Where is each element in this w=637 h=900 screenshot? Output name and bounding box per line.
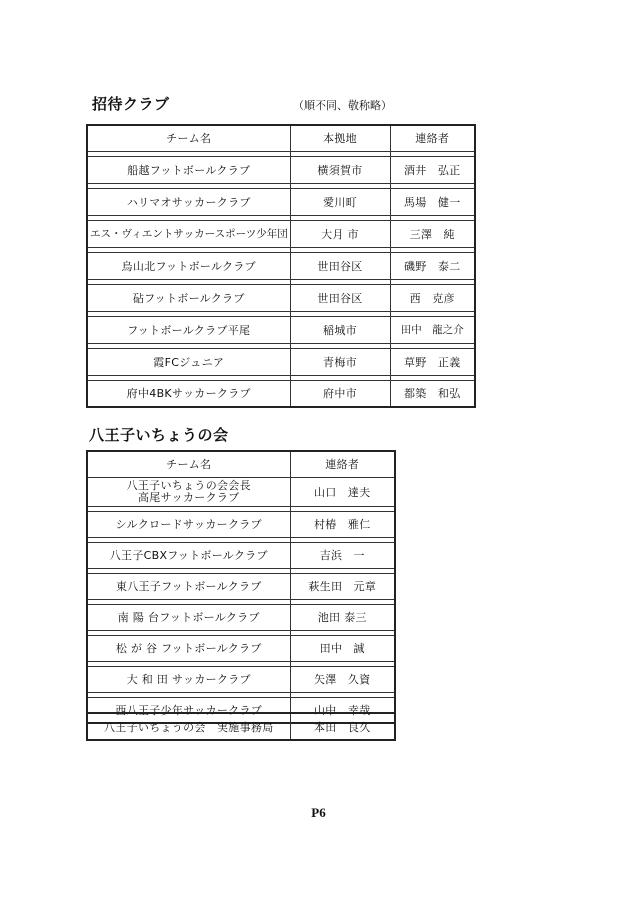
header-base: 本拠地 — [290, 125, 390, 151]
header-contact: 連絡者 — [290, 451, 395, 477]
table-row — [87, 380, 475, 407]
table-row — [87, 316, 475, 343]
team-cell: シルクロードサッカークラブ — [87, 511, 290, 537]
table-row — [87, 220, 475, 247]
contact-cell: 酒井 弘正 — [390, 156, 475, 183]
team-cell: 東八王子フットボールクラブ — [87, 573, 290, 599]
table-row — [87, 666, 395, 692]
contact-cell: 馬場 健一 — [390, 188, 475, 215]
contact-cell: 西 克彦 — [390, 284, 475, 311]
table-row — [87, 635, 395, 661]
base-cell: 愛川町 — [290, 188, 390, 215]
base-cell: 大月 市 — [290, 220, 390, 247]
contact-cell: 矢澤 久資 — [290, 666, 395, 692]
office-name-cell: 八王子いちょうの会 実施事務局 — [87, 713, 290, 740]
base-cell: 世田谷区 — [290, 284, 390, 311]
table-row — [87, 542, 395, 568]
association-section-title: 八王子いちょうの会 — [89, 426, 229, 444]
table-row — [87, 348, 475, 375]
page-number: P6 — [311, 805, 326, 820]
team-cell: 船越フットボールクラブ — [87, 156, 290, 183]
contact-cell: 萩生田 元章 — [290, 573, 395, 599]
base-cell: 府中市 — [290, 380, 390, 407]
office-table — [86, 712, 396, 741]
table-row — [87, 511, 395, 537]
team-cell: エス・ヴィエントサッカースポーツ少年団 — [87, 220, 290, 247]
office-contact-cell: 本田 良久 — [290, 713, 395, 740]
office-row — [87, 713, 395, 740]
header-team: チーム名 — [87, 451, 290, 477]
table-row — [87, 477, 395, 506]
contact-cell: 草野 正義 — [390, 348, 475, 375]
invited-section-title: 招待クラブ — [92, 95, 170, 113]
base-cell: 世田谷区 — [290, 252, 390, 279]
team-cell: 八王子CBXフットボールクラブ — [87, 542, 290, 568]
table-row — [87, 573, 395, 599]
team-cell: 大 和 田 サッカークラブ — [87, 666, 290, 692]
invited-header-row — [87, 125, 475, 151]
contact-cell: 山口 達夫 — [290, 477, 395, 506]
team-cell: フットボールクラブ平尾 — [87, 316, 290, 343]
contact-cell: 山中 幸哉 — [290, 697, 395, 723]
table-row — [87, 604, 395, 630]
base-cell: 青梅市 — [290, 348, 390, 375]
contact-cell: 田中 誠 — [290, 635, 395, 661]
contact-cell: 田中 龍之介 — [390, 316, 475, 343]
table-row — [87, 156, 475, 183]
contact-cell: 三澤 純 — [390, 220, 475, 247]
team-cell — [87, 477, 290, 506]
table-row — [87, 188, 475, 215]
header-contact: 連絡者 — [390, 125, 475, 151]
contact-cell: 吉浜 一 — [290, 542, 395, 568]
contact-cell: 都築 和弘 — [390, 380, 475, 407]
chairman-club: 高尾サッカークラブ — [138, 490, 240, 504]
invited-section-note: （順不同、敬称略） — [293, 99, 392, 112]
table-row — [87, 284, 475, 311]
team-cell: 烏山北フットボールクラブ — [87, 252, 290, 279]
team-cell: 南 陽 台フットボールクラブ — [87, 604, 290, 630]
association-clubs-table — [86, 450, 396, 724]
team-cell: 松 が 谷 フットボールクラブ — [87, 635, 290, 661]
association-header-row — [87, 451, 395, 477]
contact-cell: 村椿 雅仁 — [290, 511, 395, 537]
contact-cell: 池田 泰三 — [290, 604, 395, 630]
team-cell: 霞FCジュニア — [87, 348, 290, 375]
team-cell: 府中4BKサッカークラブ — [87, 380, 290, 407]
team-cell: 西八王子少年サッカークラブ — [87, 697, 290, 723]
chairman-label: 八王子いちょうの会会長 — [126, 478, 251, 492]
table-row — [87, 252, 475, 279]
team-cell: 砧フットボールクラブ — [87, 284, 290, 311]
base-cell: 稲城市 — [290, 316, 390, 343]
team-cell: ハリマオサッカークラブ — [87, 188, 290, 215]
invited-clubs-table — [86, 124, 476, 408]
header-team: チーム名 — [87, 125, 290, 151]
contact-cell: 磯野 泰二 — [390, 252, 475, 279]
base-cell: 横須賀市 — [290, 156, 390, 183]
